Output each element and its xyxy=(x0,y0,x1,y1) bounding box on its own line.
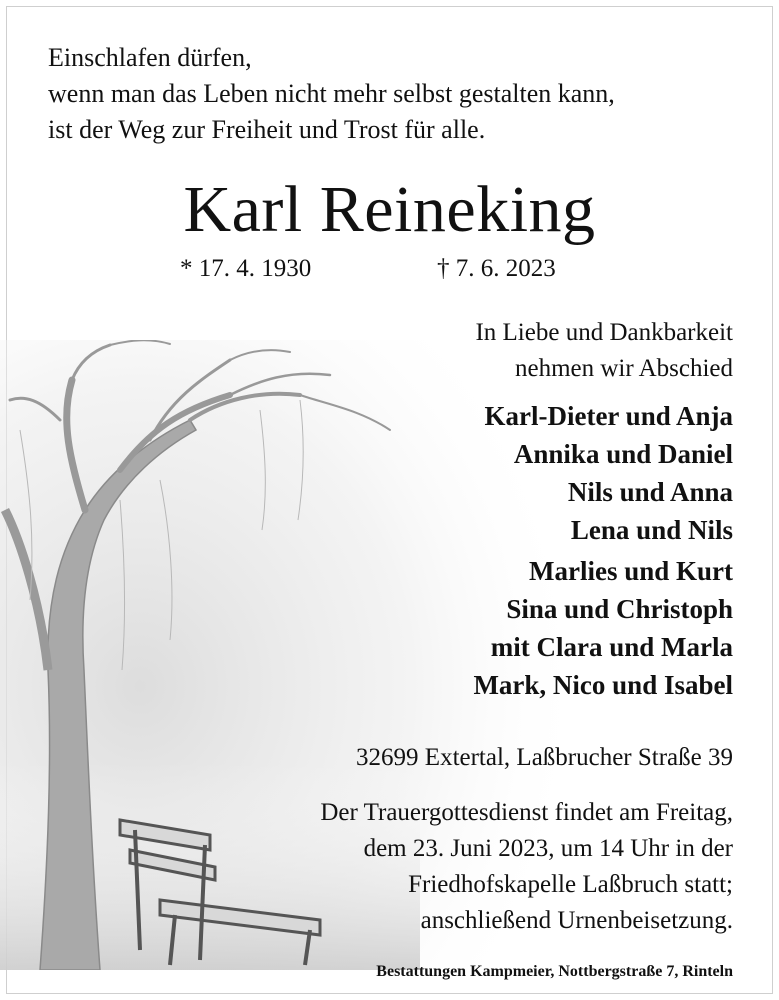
mourners-group-2 xyxy=(473,552,733,704)
motto-poem xyxy=(48,40,615,148)
mourner-line: Mark, Nico und Isabel xyxy=(473,670,733,700)
motto-line: wenn man das Leben nicht mehr selbst gestalten kann, xyxy=(48,79,615,108)
mourner-line: Lena und Nils xyxy=(570,515,733,545)
family-address: 32699 Extertal, Laßbrucher Straße 39 xyxy=(356,744,733,771)
service-line: Der Trauergottesdienst findet am Freitag, xyxy=(320,799,733,826)
deceased-name: Karl Reineking xyxy=(183,173,596,246)
motto-line: ist der Weg zur Freiheit und Trost für alle. xyxy=(48,115,486,144)
funeral-home: Bestattungen Kampmeier, Nottbergstraße 7, Rinteln xyxy=(376,963,733,980)
birth-date: * 17. 4. 1930 xyxy=(180,255,312,282)
service-line: dem 23. Juni 2023, um 14 Uhr in der xyxy=(363,835,733,862)
mourner-line: Sina und Christoph xyxy=(506,594,733,624)
mourner-line: Annika und Daniel xyxy=(513,439,733,469)
life-dates xyxy=(0,255,779,291)
death-date: † 7. 6. 2023 xyxy=(437,255,556,282)
intro-line: In Liebe und Dankbarkeit xyxy=(475,319,733,346)
service-line: Friedhofskapelle Laßbruch statt; xyxy=(408,871,733,898)
service-line: anschließend Urnenbeisetzung. xyxy=(420,907,733,934)
funeral-service-info xyxy=(320,795,733,939)
mourner-line: Nils und Anna xyxy=(567,477,733,507)
mourner-line: Karl-Dieter und Anja xyxy=(484,401,733,431)
intro-line: nehmen wir Abschied xyxy=(514,355,733,382)
farewell-intro xyxy=(475,315,733,387)
mourners-group-1 xyxy=(485,397,734,549)
mourner-line: mit Clara und Marla xyxy=(490,632,733,662)
motto-line: Einschlafen dürfen, xyxy=(48,43,252,72)
mourner-line: Marlies und Kurt xyxy=(528,556,733,586)
